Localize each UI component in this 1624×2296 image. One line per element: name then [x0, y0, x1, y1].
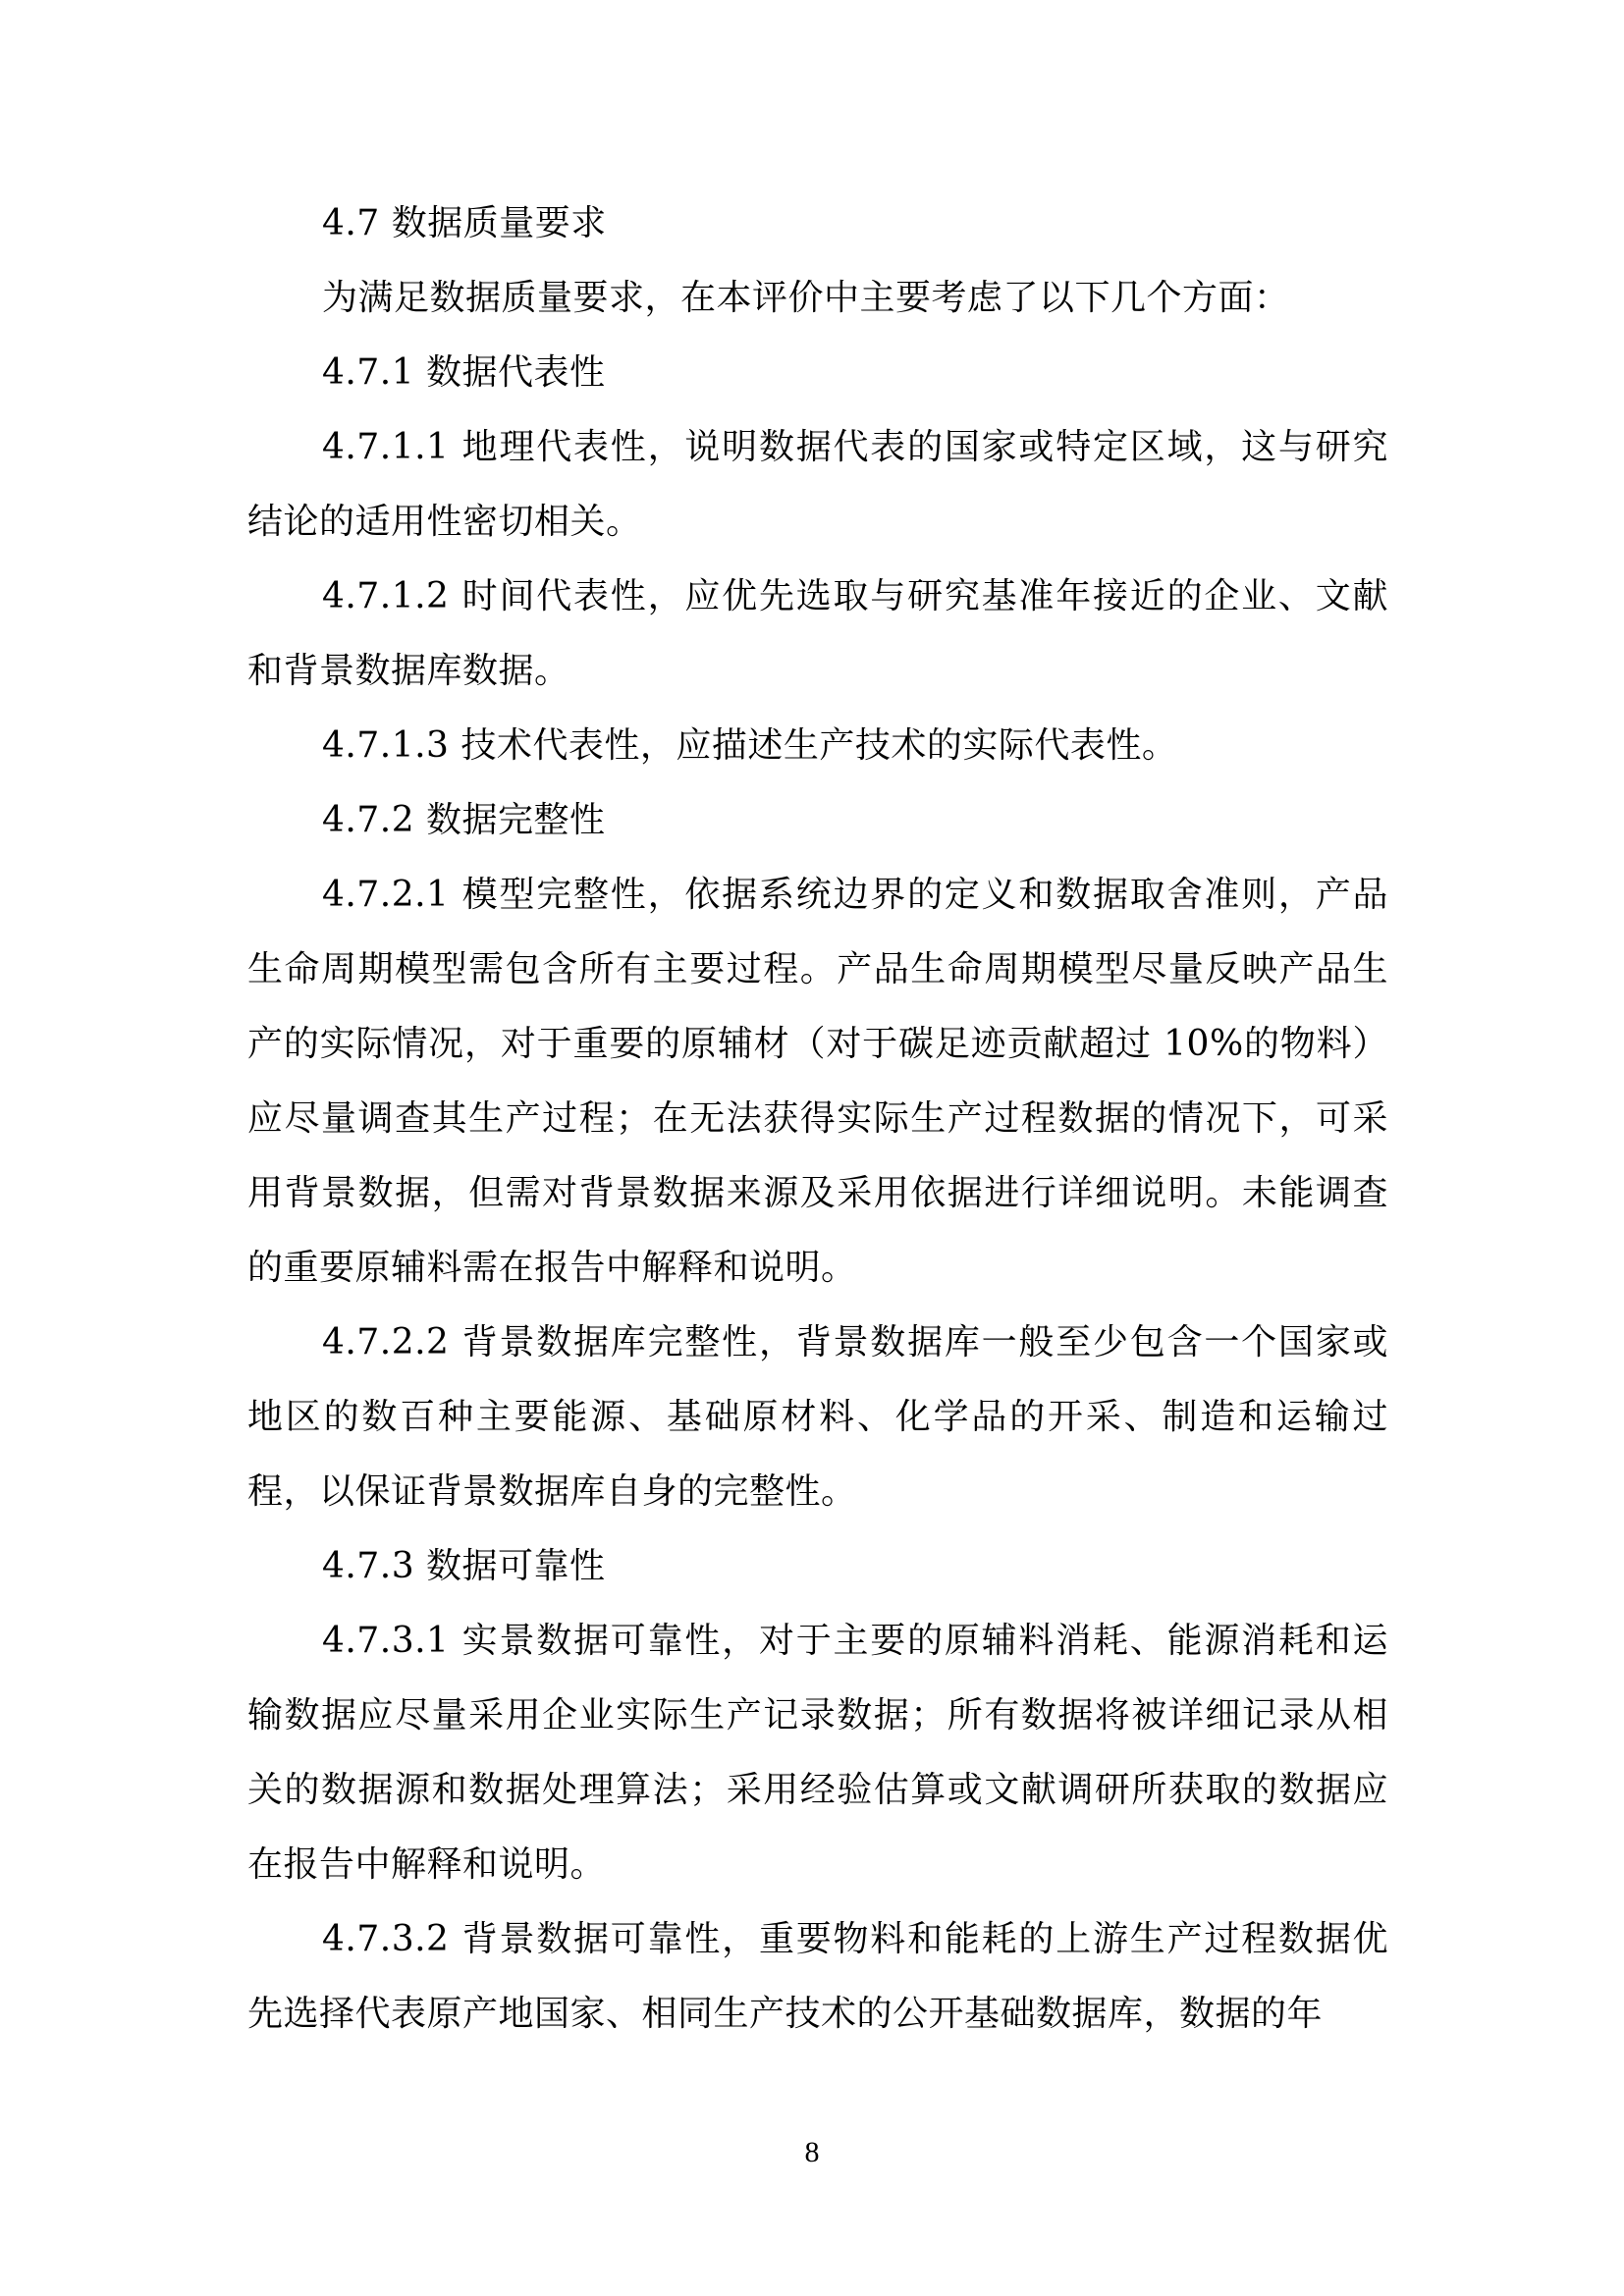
section-4-7-2-1-para: 4.7.2.1 模型完整性，依据系统边界的定义和数据取舍准则，产品生命周期模型需包含所有主要过程。产品生命周期模型尽量反映产品生产的实际情况，对于重要的原辅材（对于碳足迹贡献超过 10%的物料）应尽量调查其生产过程；在无法获得实际生产过程数据的情况下，可采用背景数据，但需对背景数据来源及采用依据进行详细说明。未能调查的重要原辅料需在报告中解释和说明。 [247, 875, 1388, 1288]
section-4-7-1-2-para: 4.7.1.2 时间代表性，应优先选取与研究基准年接近的企业、文献和背景数据库数据。 [247, 576, 1388, 691]
section-4-7-3-1-para: 4.7.3.1 实景数据可靠性，对于主要的原辅料消耗、能源消耗和运输数据应尽量采用企业实际生产记录数据；所有数据将被详细记录从相关的数据源和数据处理算法；采用经验估算或文献调研所获取的数据应在报告中解释和说明。 [247, 1621, 1388, 1885]
section-4-7-3-heading: 4.7.3 数据可靠性 [322, 1546, 606, 1586]
section-4-7-2-heading: 4.7.2 数据完整性 [322, 800, 606, 840]
section-4-7-1-1-para: 4.7.1.1 地理代表性，说明数据代表的国家或特定区域，这与研究结论的适用性密切相关。 [247, 427, 1388, 542]
document-body [247, 187, 1388, 2052]
section-4-7-intro: 为满足数据质量要求，在本评价中主要考虑了以下几个方面： [322, 278, 1290, 318]
section-4-7-2-2-para: 4.7.2.2 背景数据库完整性，背景数据库一般至少包含一个国家或地区的数百种主要能源、基础原材料、化学品的开采、制造和运输过程，以保证背景数据库自身的完整性。 [247, 1322, 1388, 1512]
section-4-7-1-3-para: 4.7.1.3 技术代表性，应描述生产技术的实际代表性。 [322, 725, 1178, 766]
section-4-7-1-heading: 4.7.1 数据代表性 [322, 352, 606, 393]
page-number: 8 [804, 2136, 820, 2168]
section-4-7-3-2-para: 4.7.3.2 背景数据可靠性，重要物料和能耗的上游生产过程数据优先选择代表原产地国家、相同生产技术的公开基础数据库，数据的年 [247, 1919, 1388, 2034]
section-4-7-heading: 4.7 数据质量要求 [322, 203, 607, 243]
